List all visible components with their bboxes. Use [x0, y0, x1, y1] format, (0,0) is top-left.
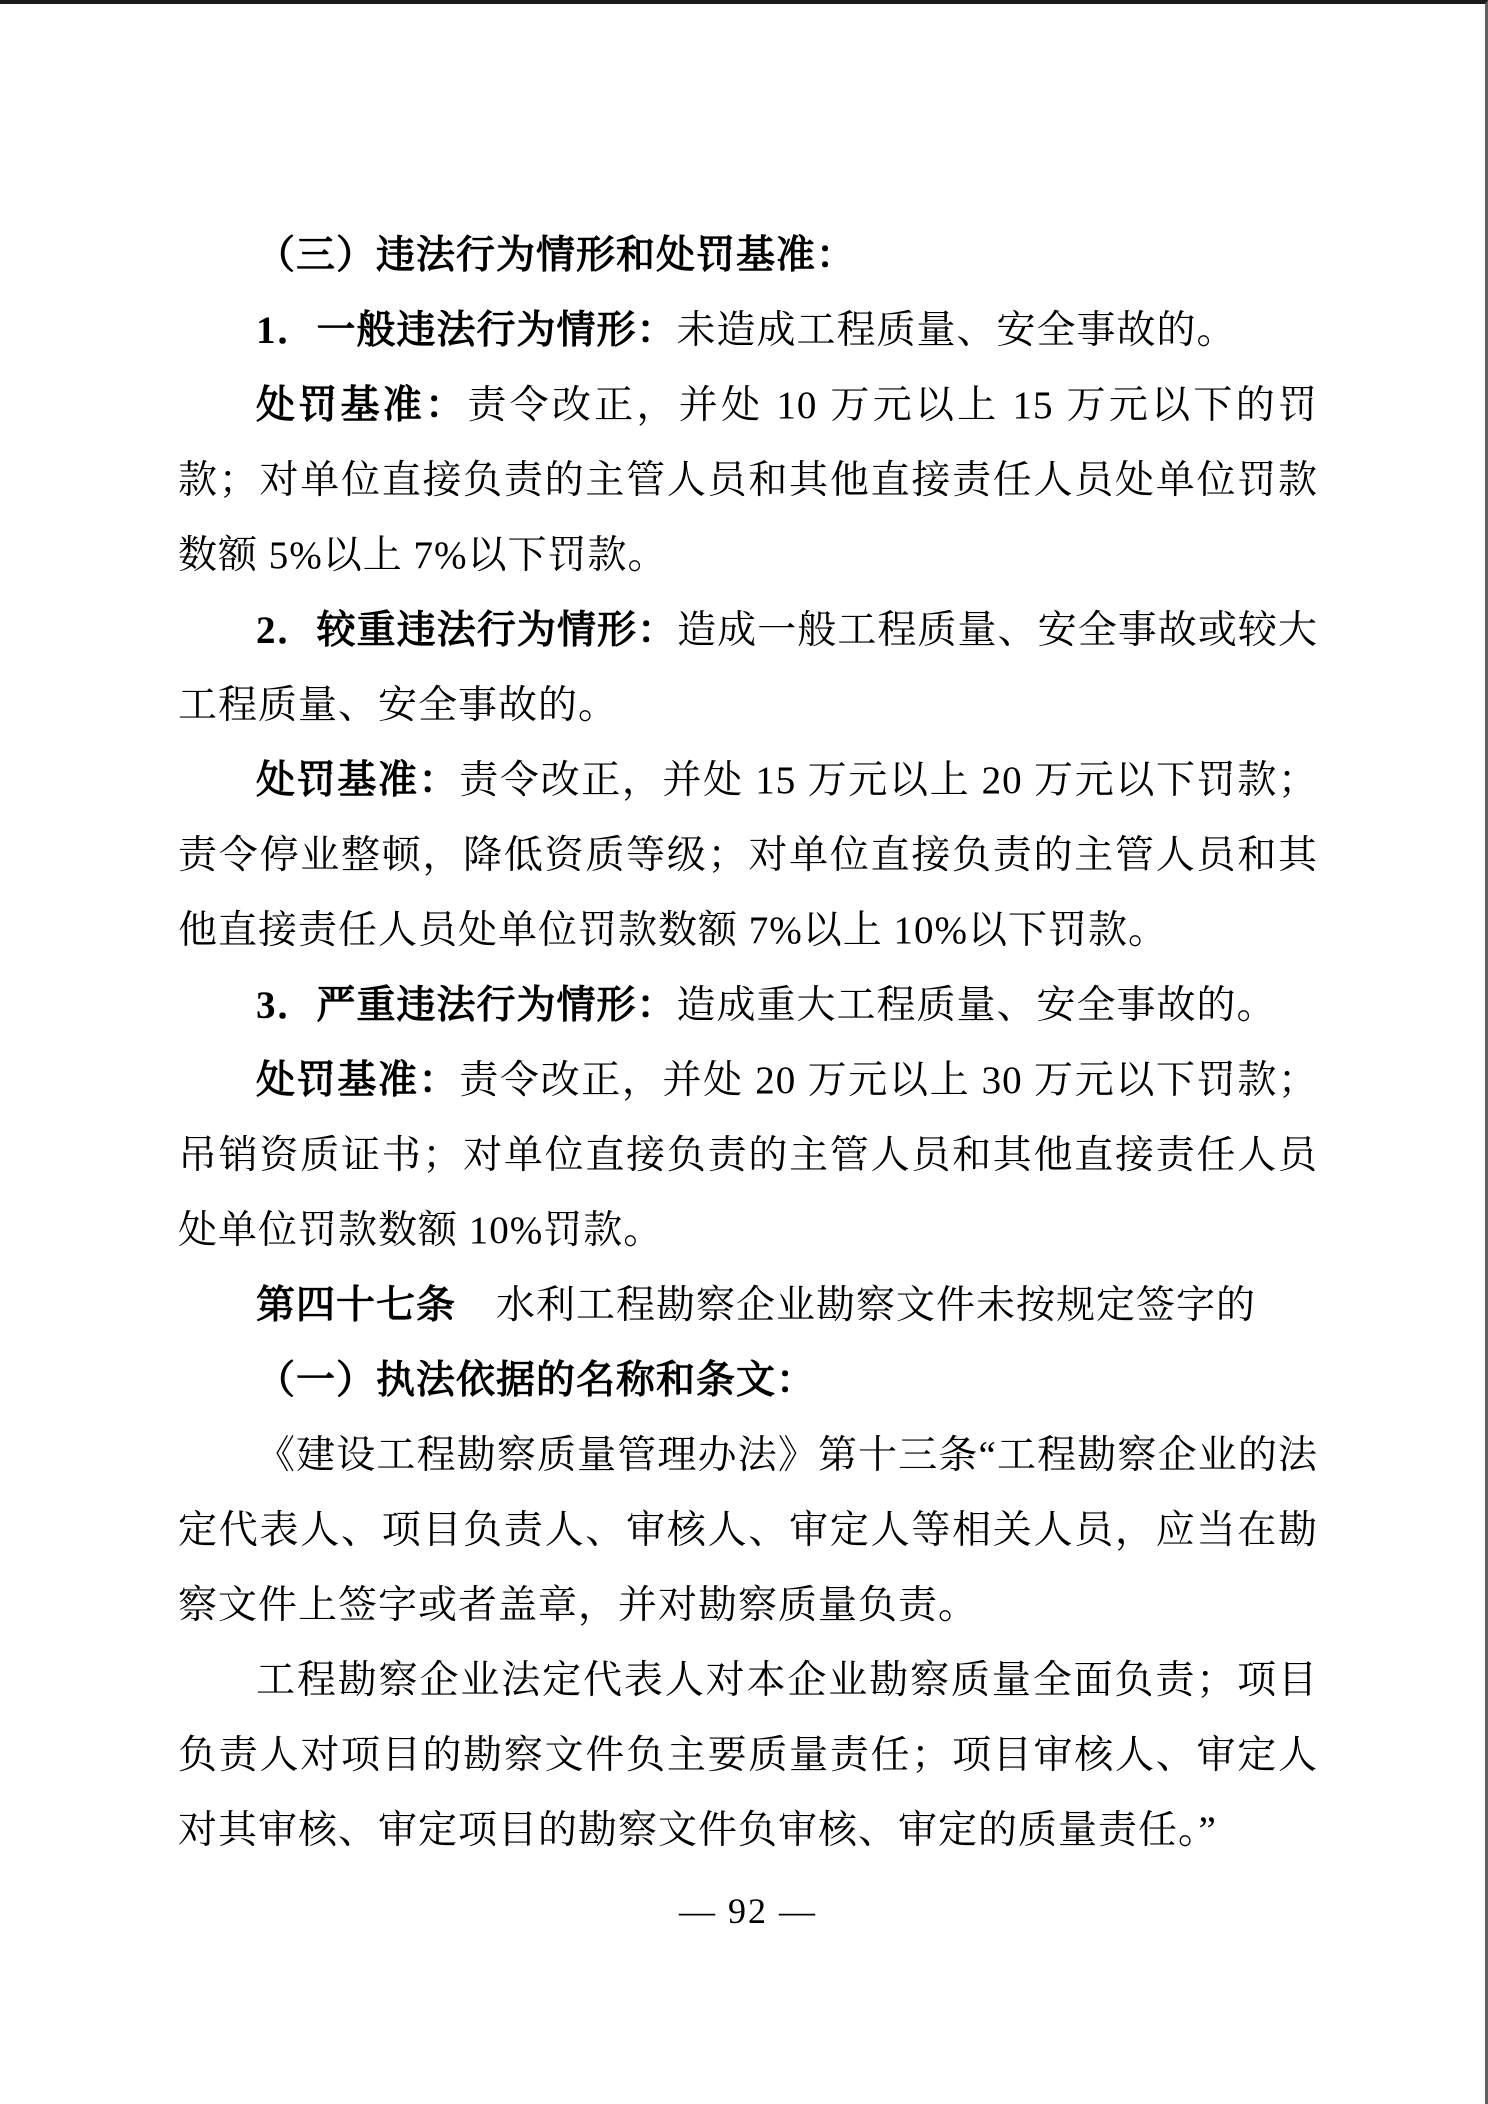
para-severe-violation-lead: 3．严重违法行为情形： — [256, 984, 677, 1027]
para-general-violation-lead: 1．一般违法行为情形： — [256, 309, 677, 352]
heading-violation-and-penalty — [178, 218, 1318, 293]
document-body — [178, 218, 1318, 1868]
paragraph-text: 责令改正，并处 10 万元以上 15 万元以下的罚款；对单位直接负责的主管人员和其他直接责任人员处单位罚款数额 5%以上 7%以下罚款。 — [178, 384, 1318, 577]
para-penalty-general-lead: 处罚基准： — [256, 384, 468, 427]
para-article-47-number: 第四十七条 — [256, 1284, 457, 1327]
paragraph-text: 水利工程勘察企业勘察文件未按规定签字的 — [456, 1284, 1257, 1327]
page-number: — 92 — — [679, 1891, 817, 1931]
para-penalty-general — [178, 368, 1318, 593]
para-moderate-violation — [178, 593, 1318, 743]
paragraph-text: 未造成工程质量、安全事故的。 — [676, 309, 1237, 352]
para-penalty-moderate-lead: 处罚基准： — [256, 759, 460, 802]
para-general-violation — [178, 293, 1318, 368]
para-moderate-violation-lead: 2．较重违法行为情形： — [256, 609, 678, 652]
para-article-47 — [178, 1268, 1318, 1343]
para-severe-violation — [178, 968, 1318, 1043]
para-penalty-severe — [178, 1043, 1318, 1268]
heading-legal-basis-text: （一）执法依据的名称和条文： — [256, 1359, 817, 1402]
paragraph-text: 责令改正，并处 15 万元以上 20 万元以下罚款；责令停业整顿，降低资质等级；对单位直接负责的主管人员和其他直接责任人员处单位罚款数额 7%以上 10%以下罚款。 — [178, 759, 1318, 952]
para-penalty-moderate — [178, 743, 1318, 968]
heading-legal-basis — [178, 1343, 1318, 1418]
para-regulation-quote-1 — [178, 1418, 1318, 1643]
para-penalty-severe-lead: 处罚基准： — [256, 1059, 460, 1102]
heading-violation-and-penalty-text: （三）违法行为情形和处罚基准： — [256, 234, 857, 277]
paragraph-text: 造成重大工程质量、安全事故的。 — [676, 984, 1277, 1027]
paragraph-text: 《建设工程勘察质量管理办法》第十三条“工程勘察企业的法定代表人、项目负责人、审核人、审定人等相关人员，应当在勘察文件上签字或者盖章，并对勘察质量负责。 — [178, 1434, 1318, 1627]
paragraph-text: 造成一般工程质量、安全事故或较大工程质量、安全事故的。 — [178, 609, 1318, 727]
paragraph-text: 责令改正，并处 20 万元以上 30 万元以下罚款；吊销资质证书；对单位直接负责的主管人员和其他直接责任人员处单位罚款数额 10%罚款。 — [178, 1059, 1318, 1252]
paragraph-text: 工程勘察企业法定代表人对本企业勘察质量全面负责；项目负责人对项目的勘察文件负主要质量责任；项目审核人、审定人对其审核、审定项目的勘察文件负审核、审定的质量责任。” — [178, 1659, 1318, 1852]
para-regulation-quote-2 — [178, 1643, 1318, 1868]
